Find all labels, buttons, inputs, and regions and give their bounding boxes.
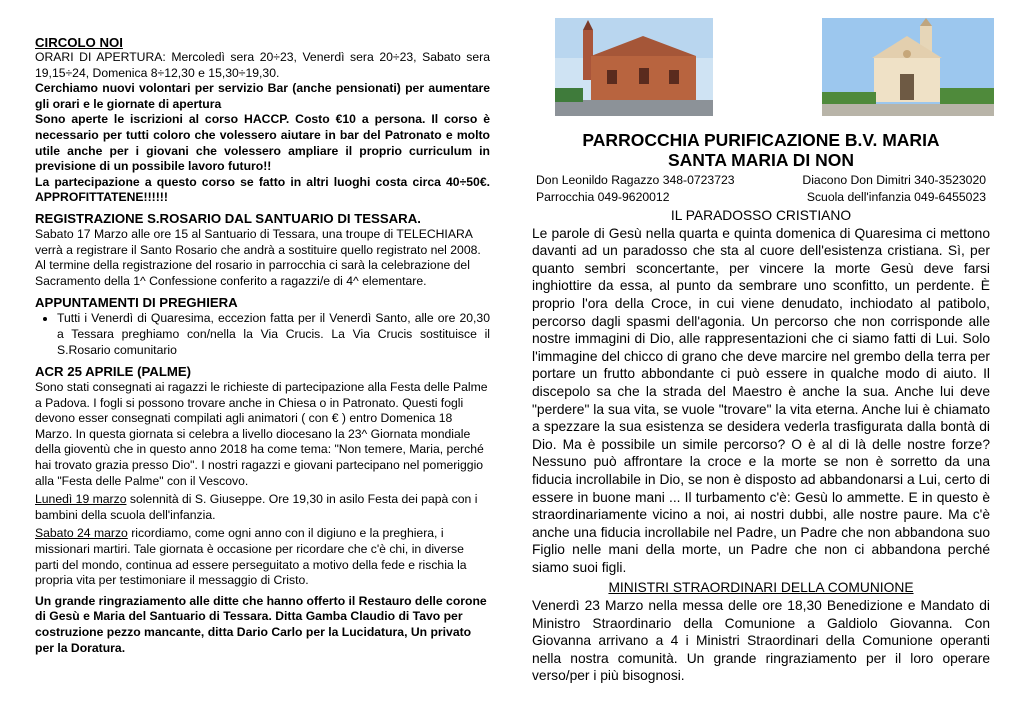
parish-subtitle: SANTA MARIA DI NON — [667, 150, 854, 170]
acr-paragraph-1: Sono stati consegnati ai ragazzi le richieste di partecipazione alla Festa delle Palme a Padova. I fogli si possono trovare anche in Chiesa o in Patronato. Questi fogli devono esser consegnati compilati agli animatori ( con € ) entro Domenica 18 Marzo. In questa giornata si celebra a livello diocesano la 23^ Giornata mondiale della gioventù che in questo anno 2018 ha come tema: "Non temere, Maria, perché hai trovato grazia presso Dio". I nostri ragazzi e giovani partecipano nel pomeriggio alla "Festa delle Palme" con il Vescovo. — [35, 380, 488, 488]
paradosso-title: IL PARADOSSO CRISTIANO — [670, 208, 852, 223]
circolo-hours: ORARI DI APERTURA: Mercoledì sera 20÷23, Venerdì sera 20÷23, Sabato sera 19,15÷24, Domenica 8÷12,30 e 15,30÷19,30. — [35, 50, 490, 80]
rosario-paragraph-1: Sabato 17 Marzo alle ore 15 al Santuario di Tessara, una troupe di TELECHIARA verrà a registrare il Santo Rosario che andrà a sostituire quello registrato nel 2008. — [35, 226, 481, 257]
acr-title: ACR 25 APRILE (PALME) — [35, 364, 192, 380]
preghiera-list — [35, 311, 490, 358]
contacts-row-1 — [532, 172, 990, 189]
circolo-volunteers: Cerchiamo nuovi volontari per servizio Bar (anche pensionati) per aumentare gli orari e le giornate di apertura — [35, 81, 490, 111]
ministri-text: Venerdì 23 Marzo nella messa delle ore 18,30 Benedizione e Mandato di Ministro Straordinario della Comunione a Galdiolo Giovanna. Con Giovanna arrivano a 4 i Ministri Straordinari della Comunione operanti nella nostra comunità. Un grande ringraziamento per il loro operare verso/per i più bisognosi. — [532, 598, 990, 684]
circolo-haccp: Sono aperte le iscrizioni al corso HACCP. Costo €10 a persona. Il corso è necessario per tutti coloro che volessero aiutare in bar del Patronato e molto utile anche per i giovani che volessero ampliare il proprio curriculum in previsione di un possibile lavoro futuro!! — [35, 112, 490, 174]
contact-parroco: Don Leonildo Ragazzo 348-0723723 — [536, 173, 735, 187]
acr-date-19-marzo: Lunedì 19 marzo — [35, 492, 127, 507]
contact-parrocchia: Parrocchia 049-9620012 — [536, 190, 670, 204]
contact-scuola: Scuola dell'infanzia 049-6455023 — [806, 190, 986, 204]
preghiera-title: APPUNTAMENTI DI PREGHIERA — [35, 295, 238, 311]
left-column — [35, 0, 490, 656]
preghiera-item: • Tutti i Venerdì di Quaresima, eccezion fatta per il Venerdì Santo, alle ore 20,30 a Tessara preghiamo con/nella la Via Crucis. La Via Crucis sostituisce il S.Rosario comunitario — [57, 311, 490, 358]
right-column — [532, 0, 990, 685]
acr-paragraph-2-text: solennità di S. Giuseppe. Ore 19,30 in asilo Festa dei papà con i bambini della scuola dell'infanzia. — [35, 492, 478, 522]
parish-title: PARROCCHIA PURIFICAZIONE B.V. MARIA — [582, 130, 940, 150]
contacts-row-2 — [532, 189, 990, 206]
thanks-paragraph: Un grande ringraziamento alle ditte che hanno offerto il Restauro delle corone di Gesù e Maria del Santuario di Tessara. Ditta Gamba Claudio di Tavo per costruzione pezzo mancante, ditta Dario Carlo per la Lucidatura, Un privato per la Doratura. — [35, 593, 487, 655]
acr-paragraph-2 — [35, 492, 490, 523]
contact-diacono: Diacono Don Dimitri 340-3523020 — [802, 173, 986, 187]
acr-paragraph-3 — [35, 526, 490, 588]
acr-date-24-marzo: Sabato 24 marzo — [35, 526, 128, 541]
circolo-title: CIRCOLO NOI — [35, 35, 123, 50]
ministri-title: MINISTRI STRAORDINARI DELLA COMUNIONE — [608, 580, 914, 596]
rosario-paragraph-2: Al termine della registrazione del rosario in parrocchia ci sarà la celebrazione del Sacramento della 1^ Confessione conferito a ragazzi/e di 4^ elementare. — [35, 258, 470, 288]
circolo-cost: La partecipazione a questo corso se fatto in altri luoghi costa circa 40÷50€. APPROFITTATENE!!!!!! — [35, 174, 490, 205]
rosario-title: REGISTRAZIONE S.ROSARIO DAL SANTUARIO DI TESSARA. — [35, 210, 421, 226]
paradosso-text: Le parole di Gesù nella quarta e quinta domenica di Quaresima ci mettono davanti ad un paradosso che sta al cuore dell'esistenza cristiana. Sì, per quanto sembri sconcertante, per vincere la morte Gesù deve farsi inghiottire da essa, al punto da sembrare uno sconfitto, un perdente. È proprio l'ora della Croce, in cui viene denudato, inchiodato al patibolo, percorso dagli spasmi dell'agonia. Un percorso che non corrisponde alle nostre immagini di Dio, alle rappresentazioni che ci siamo fatti di Lui. Solo l'immagine del chicco di grano che deve marcire nel grembo della terra per portare un frutto abbondante ci può essere in qualche modo di aiuto. Il discepolo sa che la strada del Maestro è anche la sua. Anche lui deve "perdere" la sua vita, se vuole "trovare" la vita eterna. Anche lui è chiamato a spezzare la sua esistenza se desidera vederla trasfigurata dalla bontà di Dio. Ma è possibile un simile percorso? O è al di là delle nostre forze? Nessuno può affrontare la croce e la morte se non è sorretto da una fiducia incrollabile in Dio, se non è disposto ad abbandonarsi a Lui, certo di essere in buone mani ... Il turbamento c'è: Gesù lo ammette. E in questo è straordinariamente vicino a noi, ai nostri dubbi, alle nostre paure. Ma c'è anche una fiducia incrollabile nel Padre, un Padre che non abbandona suo Figlio nelle mani della morte, un Padre che non ci abbandona perché siamo suoi figli. — [532, 225, 990, 575]
acr-paragraph-3-text: ricordiamo, come ogni anno con il digiuno e la preghiera, i missionari martiri. Tale giornata è occasione per ricordare che c'è chi, in diverse parti del mondo, continua ad essere perseguitato a motivo della fede e rischia la propria vita per testimoniare il messaggio di Cristo. — [35, 526, 467, 588]
